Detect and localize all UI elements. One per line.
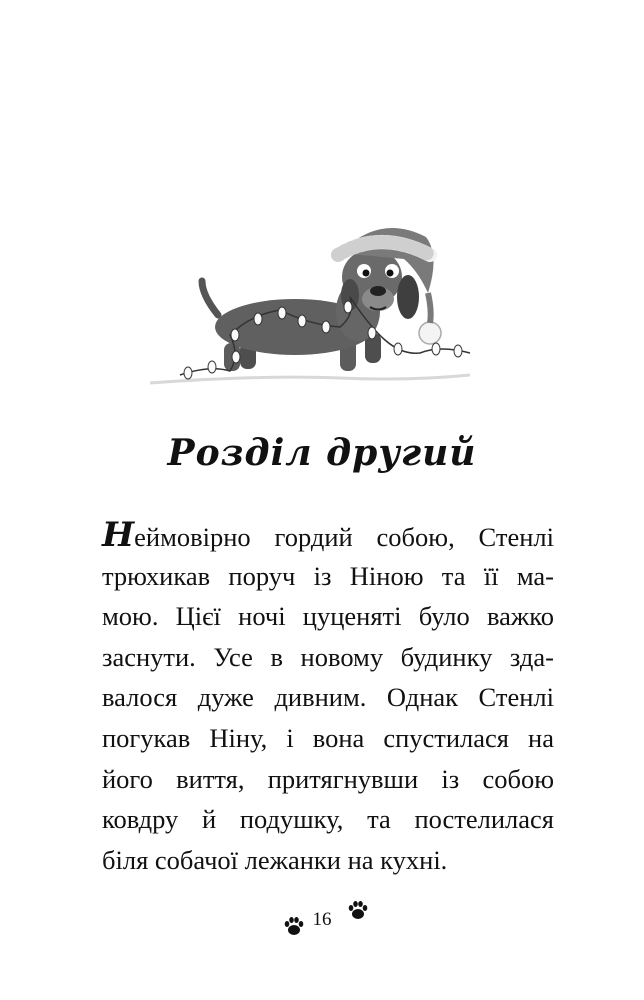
dachshund-illustration [140, 215, 480, 395]
text-line: Неймовірно гордий собою, Стенлі [102, 515, 554, 555]
text-line: його виття, притягнувши із собою [102, 763, 554, 794]
text-line: погукав Ніну, і вона спустилася на [102, 722, 554, 753]
body-paragraph [102, 515, 554, 880]
paw-print-icon [346, 899, 370, 923]
chapter-title: Розділ другий [167, 432, 477, 474]
drop-cap: Н [102, 515, 135, 555]
text-line: заснути. Усе в новому будинку зда- [102, 641, 554, 672]
page-number: 16 [312, 909, 332, 930]
text-line: валося дуже дивним. Однак Стенлі [102, 682, 554, 713]
dachshund-santa-hat-icon [140, 215, 480, 395]
page-footer [0, 905, 644, 945]
text-line: ковдру й подушку, та постелилася [102, 804, 554, 835]
text-line: трюхикав поруч із Ніною та її ма- [102, 560, 554, 591]
text-line: біля собачої лежанки на кухні. [102, 844, 448, 875]
text-line: мою. Цієї ночі цуценяті було важко [102, 601, 554, 632]
